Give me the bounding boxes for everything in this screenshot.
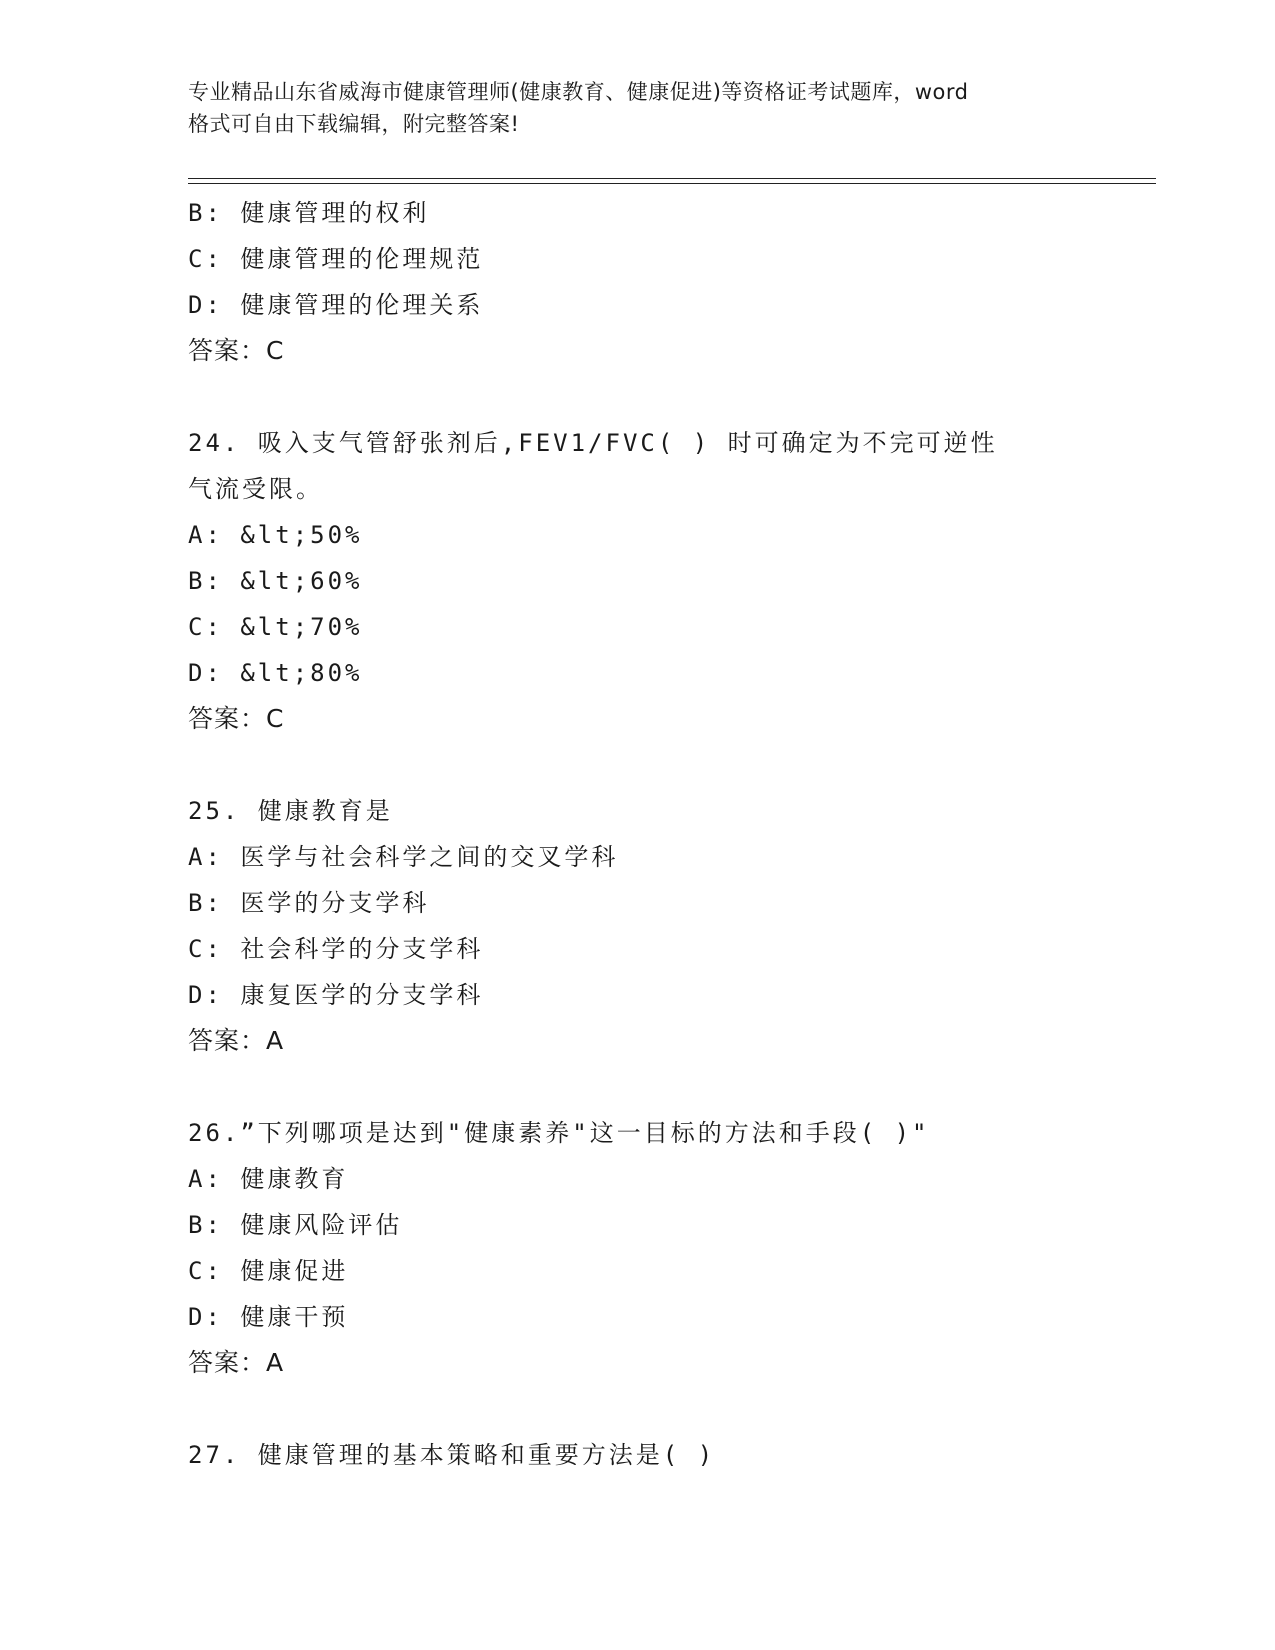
header-line-1: 专业精品山东省威海市健康管理师(健康教育、健康促进)等资格证考试题库，word xyxy=(188,80,969,104)
question-25 xyxy=(188,788,1088,1064)
question-stem: 27. 健康管理的基本策略和重要方法是( ) xyxy=(188,1441,716,1469)
spacer xyxy=(188,1386,1088,1432)
question-26 xyxy=(188,1110,1088,1386)
document-header xyxy=(188,76,1088,140)
option-c: C: 健康管理的伦理规范 xyxy=(188,245,484,273)
option-a: A: 医学与社会科学之间的交叉学科 xyxy=(188,843,619,871)
spacer xyxy=(188,1064,1088,1110)
option-a: A: 健康教育 xyxy=(188,1165,349,1193)
question-23 xyxy=(188,190,1088,374)
header-line-2: 格式可自由下载编辑，附完整答案! xyxy=(188,112,520,136)
option-c: C: 社会科学的分支学科 xyxy=(188,935,484,963)
option-d: D: &lt;80% xyxy=(188,659,363,687)
question-stem: 25. 健康教育是 xyxy=(188,797,393,825)
header-divider-bottom xyxy=(188,183,1156,184)
option-b: B: 医学的分支学科 xyxy=(188,889,430,917)
question-stem-line-2: 气流受限。 xyxy=(188,475,323,503)
option-b: B: 健康管理的权利 xyxy=(188,199,430,227)
answer: 答案：A xyxy=(188,1348,285,1377)
header-divider-top xyxy=(188,178,1156,179)
question-24 xyxy=(188,420,1088,742)
option-b: B: 健康风险评估 xyxy=(188,1211,403,1239)
option-d: D: 健康干预 xyxy=(188,1303,349,1331)
spacer xyxy=(188,742,1088,788)
option-c: C: 健康促进 xyxy=(188,1257,349,1285)
option-d: D: 健康管理的伦理关系 xyxy=(188,291,484,319)
answer: 答案：C xyxy=(188,336,285,365)
question-stem-line-1: 24. 吸入支气管舒张剂后,FEV1/FVC( ) 时可确定为不完可逆性 xyxy=(188,429,998,457)
option-d: D: 康复医学的分支学科 xyxy=(188,981,484,1009)
answer: 答案：A xyxy=(188,1026,285,1055)
option-a: A: &lt;50% xyxy=(188,521,363,549)
question-list xyxy=(188,190,1088,1478)
question-stem: 26.”下列哪项是达到"健康素养"这一目标的方法和手段( )" xyxy=(188,1119,930,1147)
question-27 xyxy=(188,1432,1088,1478)
option-c: C: &lt;70% xyxy=(188,613,363,641)
answer: 答案：C xyxy=(188,704,285,733)
spacer xyxy=(188,374,1088,420)
option-b: B: &lt;60% xyxy=(188,567,363,595)
